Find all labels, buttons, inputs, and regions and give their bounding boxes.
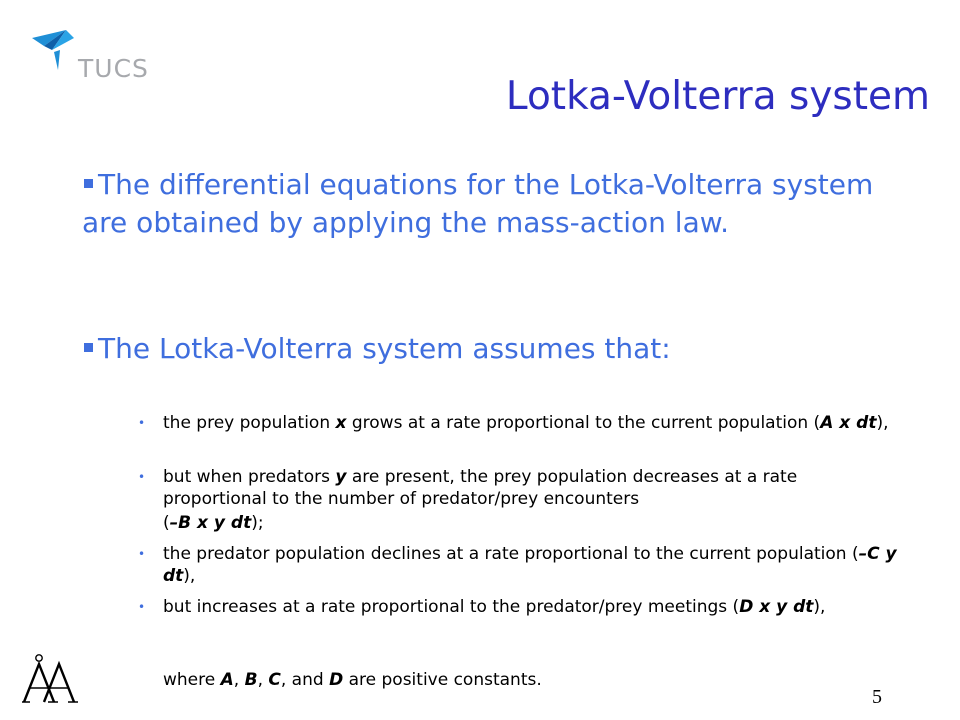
text: the prey population <box>163 413 336 433</box>
text: but when predators <box>163 467 336 487</box>
bullet-1 <box>82 166 902 242</box>
dot-bullet-icon: • <box>138 416 146 430</box>
sub-bullet-3 <box>138 543 903 587</box>
text: ), <box>813 597 826 617</box>
square-bullet-icon <box>84 343 93 352</box>
text: grows at a rate proportional to the current population ( <box>346 413 821 433</box>
text: where <box>163 670 221 690</box>
sub-bullet-4 <box>138 596 903 618</box>
constant-a: A <box>220 670 234 690</box>
sub-bullet-2-continued <box>163 512 903 534</box>
constant-b: B <box>244 670 258 690</box>
text: ), <box>876 413 889 433</box>
bullet-2 <box>82 330 902 368</box>
constant-d: D <box>329 670 344 690</box>
university-logo-icon <box>22 652 82 706</box>
text: , <box>257 670 269 690</box>
text: the predator population declines at a rate proportional to the current population ( <box>163 544 859 564</box>
text: are positive constants. <box>343 670 542 690</box>
text: but increases at a rate proportional to the predator/prey meetings ( <box>163 597 740 617</box>
expression: –B x y dt <box>169 513 252 533</box>
text: ), <box>183 566 196 586</box>
sub-bullet-2 <box>138 466 903 510</box>
footer-note <box>163 670 542 690</box>
variable: y <box>335 467 347 487</box>
variable: x <box>335 413 347 433</box>
text: ); <box>251 513 264 533</box>
slide-title: Lotka-Volterra system <box>505 74 930 119</box>
logo-text: TUCS <box>78 54 149 83</box>
constant-c: C <box>268 670 281 690</box>
text: are present, the prey population decreases at a rate proportional to the number of predator/prey encounters <box>163 467 798 509</box>
expression: A x dt <box>820 413 877 433</box>
dot-bullet-icon: • <box>138 470 146 484</box>
square-bullet-icon <box>84 179 93 188</box>
dot-bullet-icon: • <box>138 547 146 561</box>
expression: –C y dt <box>163 544 897 586</box>
text: , <box>233 670 245 690</box>
expression: D x y dt <box>739 597 814 617</box>
bullet-1-text: The differential equations for the Lotka-Volterra system are obtained by applying the mass-action law. <box>82 168 874 239</box>
bullet-2-text: The Lotka-Volterra system assumes that: <box>98 332 671 365</box>
text: , and <box>280 670 330 690</box>
text: ( <box>163 513 170 533</box>
dot-bullet-icon: • <box>138 600 146 614</box>
sub-bullet-1 <box>138 412 903 434</box>
page-number: 5 <box>872 686 882 708</box>
